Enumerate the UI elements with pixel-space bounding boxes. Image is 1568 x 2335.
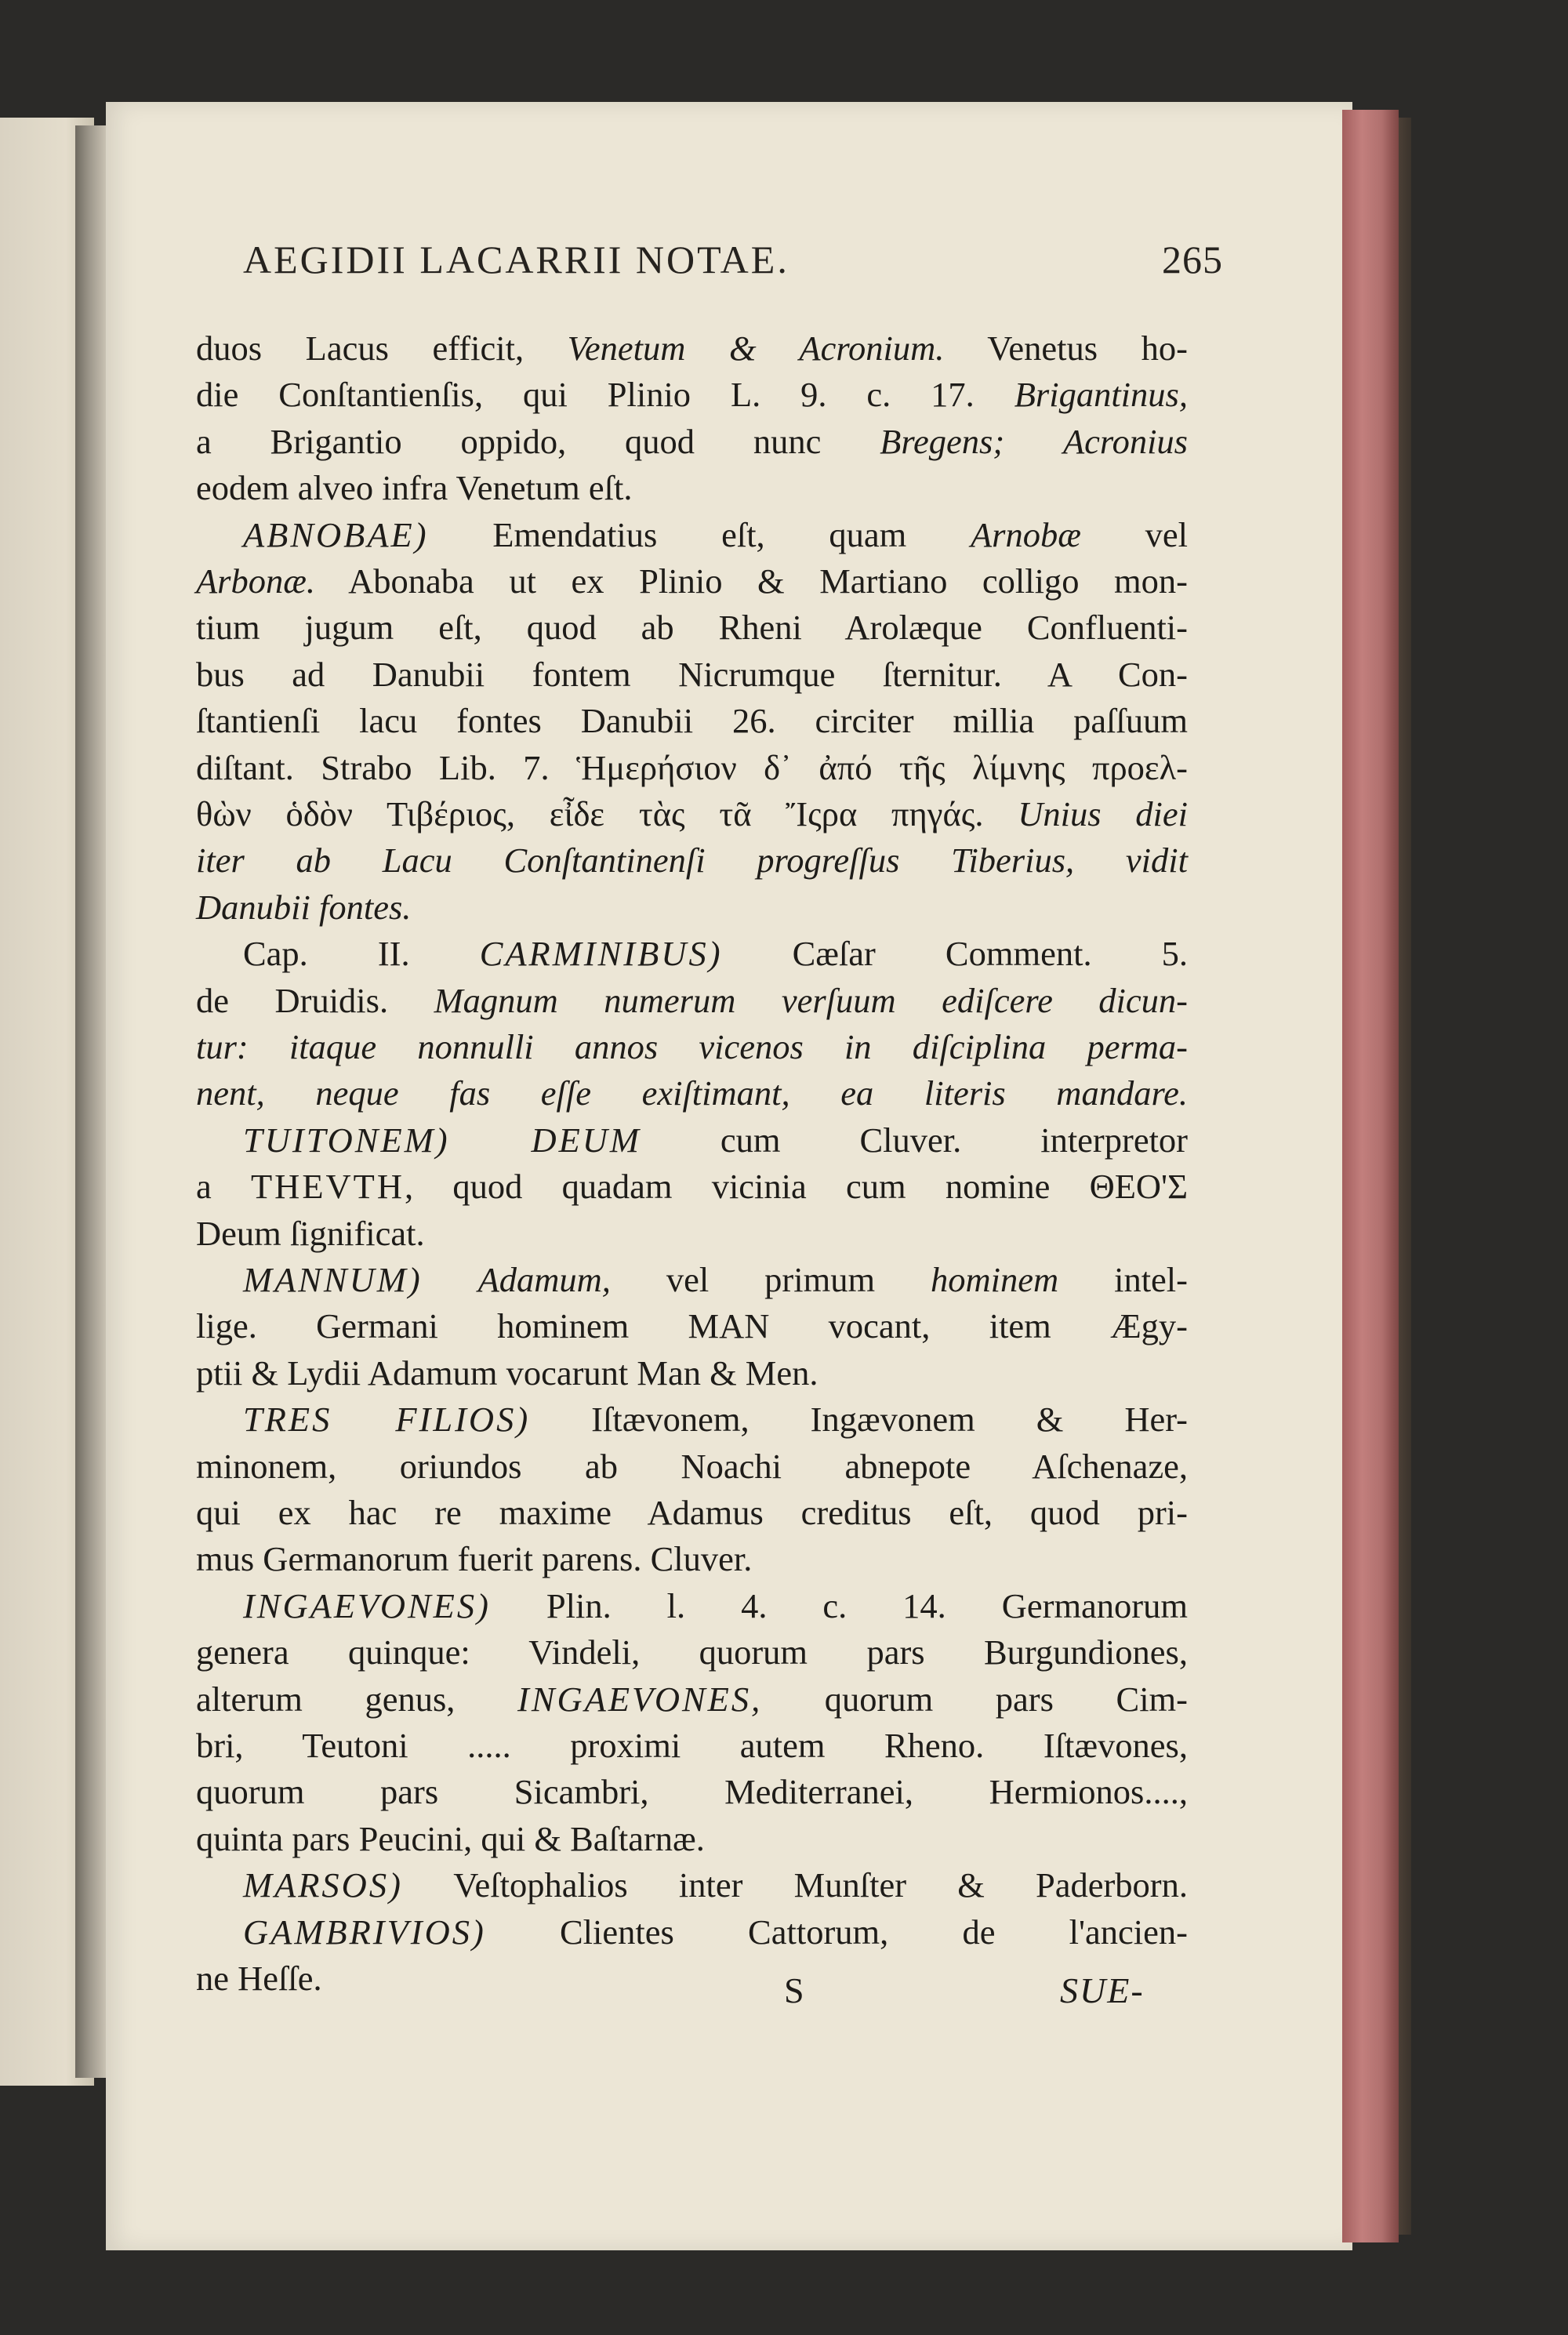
italic-text: hominem xyxy=(931,1260,1059,1299)
text-line xyxy=(196,1956,1188,2001)
text-run: Deum ſignificat. xyxy=(196,1213,425,1253)
text-run: quorum pars Sicambri, Mediterranei, Hermionos...., xyxy=(196,1772,1188,1812)
text-line xyxy=(196,1350,1188,1396)
text-line xyxy=(196,1164,1188,1209)
text-run xyxy=(984,794,1018,833)
text-line xyxy=(196,978,1188,1023)
text-line xyxy=(243,1583,1188,1629)
text-run: mus Germanorum fuerit parens. Cluver. xyxy=(196,1539,753,1579)
text-line xyxy=(196,698,1188,743)
page-number: 265 xyxy=(1162,238,1223,281)
text-run: bri, Teutoni ..... proximi autem Rheno. Iſtævones, xyxy=(196,1726,1188,1765)
text-line xyxy=(196,1490,1188,1535)
text-run: a xyxy=(196,1167,251,1207)
text-run: Clientes Cattorum, de l'ancien- xyxy=(485,1912,1188,1952)
italic-text: CARMINIBUS) xyxy=(479,934,723,974)
text-run: alterum genus, xyxy=(196,1679,517,1719)
text-line xyxy=(196,745,1188,790)
text-run: vel primum xyxy=(610,1260,931,1299)
text-run: die Conſtantienſis, qui Plinio L. 9. c. 17. xyxy=(196,375,1014,415)
text-run: Veſtophalios inter Munſter & Paderborn. xyxy=(402,1865,1188,1905)
text-line xyxy=(243,931,1188,976)
text-run: Abonaba ut ex Plinio & Martiano colligo mon- xyxy=(315,561,1188,601)
text-line xyxy=(196,1443,1188,1489)
text-run: vel xyxy=(1080,514,1188,554)
text-run xyxy=(1004,422,1063,461)
text-line xyxy=(243,1257,1188,1302)
text-line xyxy=(196,1816,1188,1861)
italic-text: Arbonæ. xyxy=(196,561,316,601)
text-run: ptii & Lydii Adamum vocarunt Man & Men. xyxy=(196,1353,818,1393)
italic-text: Brigantinus, xyxy=(1014,375,1188,415)
text-run: Emendatius eſt, quam xyxy=(428,514,971,554)
red-page-edges xyxy=(1342,110,1399,2242)
italic-text: Acronius xyxy=(1062,421,1188,461)
text-run: Cap. II. xyxy=(243,934,480,974)
text-run: duos Lacus efficit, xyxy=(196,329,568,368)
italic-text: INGAEVONES, xyxy=(517,1679,763,1719)
italic-text: nent, neque fas eſſe exiſtimant, ea literis mandare. xyxy=(196,1073,1188,1113)
text-run: , quod quadam vicinia cum nomine ΘΕΟ'Σ xyxy=(404,1167,1188,1207)
text-line xyxy=(196,884,1188,930)
text-run: tium jugum eſt, quod ab Rheni Arolæque Confluenti- xyxy=(196,608,1188,648)
italic-text: iter ab Lacu Conſtantinenſi progreſſus Tiberius, vidit xyxy=(196,841,1188,881)
text-line xyxy=(196,1769,1188,1814)
text-line xyxy=(243,1117,1188,1163)
text-run: diſtant. Strabo Lib. 7. xyxy=(196,747,577,787)
text-run: a Brigantio oppido, quod nunc xyxy=(196,421,880,461)
text-line xyxy=(243,512,1188,557)
text-line xyxy=(196,652,1188,697)
catchword: SUE- xyxy=(1060,1970,1145,2010)
text-run: ne Heſſe. xyxy=(196,1959,322,1998)
text-run: Venetus ho- xyxy=(944,329,1189,368)
text-run: THEVTH xyxy=(251,1167,405,1207)
italic-text: MANNUM) xyxy=(243,1260,423,1299)
text-run: de Druidis. xyxy=(196,980,434,1020)
italic-text: MARSOS) xyxy=(243,1865,403,1905)
italic-text: Bregens; xyxy=(880,421,1005,461)
running-head xyxy=(243,237,1223,282)
text-line xyxy=(196,837,1188,883)
signature-mark: S xyxy=(784,1970,804,2010)
text-run: intel- xyxy=(1058,1260,1188,1299)
italic-text: Danubii fontes. xyxy=(196,887,412,927)
italic-text: Unius diei xyxy=(1018,794,1189,833)
text-line xyxy=(196,419,1188,464)
text-run: cum Cluver. interpretor xyxy=(641,1120,1188,1160)
text-line xyxy=(243,1862,1188,1908)
italic-text: ABNOBAE) xyxy=(243,514,429,554)
text-run: Iſtævonem, Ingævonem & Her- xyxy=(530,1400,1188,1440)
text-run xyxy=(423,1260,478,1299)
text-line xyxy=(243,1909,1188,1955)
text-run: bus ad Danubii fontem Nicrumque ſternitur. A Con- xyxy=(196,654,1188,694)
text-line xyxy=(196,791,1188,837)
text-line xyxy=(196,558,1188,604)
greek-text: θὼν ὁδὸν Τιβέριος, εἶδε τὰς τᾶ Ἴςρα πηγάς. xyxy=(196,794,984,833)
text-run: ſtantienſi lacu fontes Danubii 26. circiter millia paſſuum xyxy=(196,701,1188,741)
text-line xyxy=(196,372,1188,417)
text-run: quinta pars Peucini, qui & Baſtarnæ. xyxy=(196,1818,705,1858)
text-line xyxy=(196,605,1188,650)
text-line xyxy=(243,1396,1188,1442)
text-line xyxy=(196,1070,1188,1116)
text-run: quorum pars Cim- xyxy=(762,1679,1188,1719)
text-line xyxy=(196,1536,1188,1581)
text-line xyxy=(196,1024,1188,1069)
greek-text: Ἡμερήσιον δ᾽ ἀπό τῆς λίμνης προελ- xyxy=(576,747,1188,787)
text-line xyxy=(196,1211,1188,1256)
text-line xyxy=(196,1303,1188,1349)
text-line xyxy=(196,1723,1188,1768)
italic-text: Adamum, xyxy=(477,1260,611,1299)
text-run: Plin. l. 4. c. 14. Germanorum xyxy=(490,1585,1188,1625)
text-run: minonem, oriundos ab Noachi abnepote Aſchenaze, xyxy=(196,1446,1188,1486)
italic-text: TUITONEM) DEUM xyxy=(243,1120,641,1160)
text-line xyxy=(196,465,1188,510)
running-head-title: AEGIDII LACARRII NOTAE. xyxy=(243,238,789,281)
book-gutter xyxy=(75,125,110,2078)
italic-text: tur: itaque nonnulli annos vicenos in diſciplina perma- xyxy=(196,1027,1188,1066)
text-run: qui ex hac re maxime Adamus creditus eſt, quod pri- xyxy=(196,1493,1188,1532)
italic-text: Magnum numerum verſuum ediſcere dicun- xyxy=(434,980,1188,1020)
text-line xyxy=(196,325,1188,371)
text-line xyxy=(196,1676,1188,1722)
text-run: Cæſar Comment. 5. xyxy=(722,934,1188,974)
italic-text: TRES FILIOS) xyxy=(243,1400,531,1440)
text-run: lige. Germani hominem MAN vocant, item Ægy- xyxy=(196,1306,1188,1346)
italic-text: Venetum & Acronium. xyxy=(567,329,945,368)
italic-text: INGAEVONES) xyxy=(243,1585,491,1625)
text-run: eodem alveo infra Venetum eſt. xyxy=(196,468,633,508)
italic-text: Arnobæ xyxy=(970,514,1081,554)
text-run: genera quinque: Vindeli, quorum pars Burgundiones, xyxy=(196,1632,1188,1672)
italic-text: GAMBRIVIOS) xyxy=(243,1912,486,1952)
text-line xyxy=(196,1629,1188,1675)
